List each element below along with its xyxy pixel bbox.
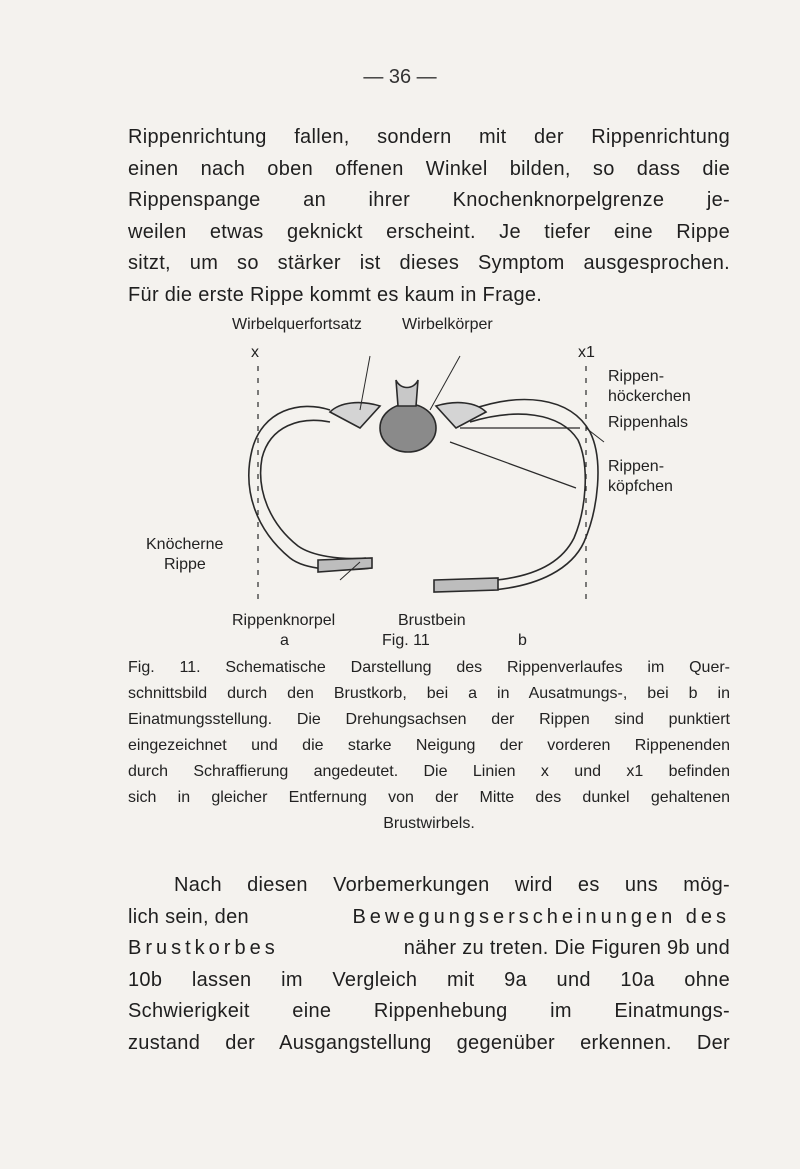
label-wirbelquerfortsatz: Wirbelquerfortsatz (232, 316, 362, 333)
label-rippenhoeckerchen-2: höckerchen (608, 388, 691, 405)
caption-line: durch Schraffierung angedeutet. Die Linien x und x1 befinden (128, 763, 730, 780)
text-line: Für die erste Rippe kommt es kaum in Frage. (128, 283, 543, 306)
rib-inner-right (470, 414, 585, 580)
label-knoecherne-1: Knöcherne (146, 536, 224, 553)
caption-line: sich in gleicher Entfernung von der Mitte des dunkel gehaltenen (128, 789, 730, 806)
text-fragment-spaced: Brustkorbes (128, 937, 279, 959)
label-b: b (518, 632, 527, 649)
text-line: weilen etwas geknickt erscheint. Je tiefer eine Rippe (128, 220, 730, 243)
figure-caption (128, 655, 730, 837)
sternum-a (318, 558, 372, 572)
label-rippenkoepfchen-2: köpfchen (608, 478, 673, 495)
text-fragment: lich sein, den (128, 905, 249, 928)
rib-inner-left (261, 420, 366, 558)
text-line: einen nach oben offenen Winkel bilden, so dass die (128, 157, 730, 180)
vertebral-body (380, 404, 436, 452)
text-line: Rippenspange an ihrer Knochenknorpelgrenze je- (128, 189, 730, 211)
rib-neck-line-2 (450, 442, 576, 488)
text-line: zustand der Ausgangstellung gegenüber erkennen. Der (128, 1031, 730, 1054)
text-line: Schwierigkeit eine Rippenhebung im Einatmungs- (128, 1000, 730, 1022)
page-number: — 36 — (363, 66, 437, 88)
label-a: a (280, 632, 289, 649)
text-line (128, 933, 730, 965)
text-line: Rippenrichtung fallen, sondern mit der Rippenrichtung (128, 126, 730, 148)
label-rippenhals: Rippenhals (608, 414, 689, 431)
caption-line: Einatmungsstellung. Die Drehungsachsen der Rippen sind punktiert (128, 711, 730, 728)
label-wirbelkoerper: Wirbelkörper (402, 316, 493, 333)
figure-11 (0, 310, 800, 650)
label-x1: x1 (578, 344, 595, 361)
text-fragment-spaced: Bewegungserscheinungen des (352, 905, 730, 928)
label-rippenhoeckerchen-1: Rippen- (608, 368, 665, 385)
text-line: 10b lassen im Vergleich mit 9a und 10a ohne (128, 968, 730, 991)
text-line (128, 902, 730, 934)
caption-line: Fig. 11. Schematische Darstellung des Rippenverlaufes im Quer- (128, 659, 730, 676)
label-rippenknorpel: Rippenknorpel (232, 612, 336, 629)
sternum-b (434, 578, 498, 592)
caption-line: Brustwirbels. (383, 815, 475, 832)
label-x: x (251, 344, 259, 361)
text-line: Nach diesen Vorbemerkungen wird es uns mög- (174, 874, 730, 896)
pointer-querfortsatz (360, 356, 370, 410)
rib-cross-section-diagram (0, 310, 800, 650)
spinous-process (396, 380, 418, 406)
paragraph-top (128, 122, 730, 311)
paragraph-bottom (128, 870, 730, 1059)
label-brustbein: Brustbein (398, 612, 466, 629)
caption-line: eingezeichnet und die starke Neigung der vorderen Rippenenden (128, 737, 730, 754)
text-fragment: näher zu treten. Die Figuren 9b und (403, 937, 730, 959)
label-fig: Fig. 11 (382, 632, 430, 649)
pointer-rippenhals (586, 428, 604, 442)
caption-line: schnittsbild durch den Brustkorb, bei a in Ausatmungs-, bei b in (128, 685, 730, 702)
text-line: sitzt, um so stärker ist dieses Symptom ausgesprochen. (128, 252, 730, 274)
transverse-process-left (330, 403, 380, 428)
label-knoecherne-2: Rippe (164, 556, 206, 573)
rib-outline-left (249, 406, 372, 569)
transverse-process-right (436, 403, 486, 428)
label-rippenkoepfchen-1: Rippen- (608, 458, 665, 475)
